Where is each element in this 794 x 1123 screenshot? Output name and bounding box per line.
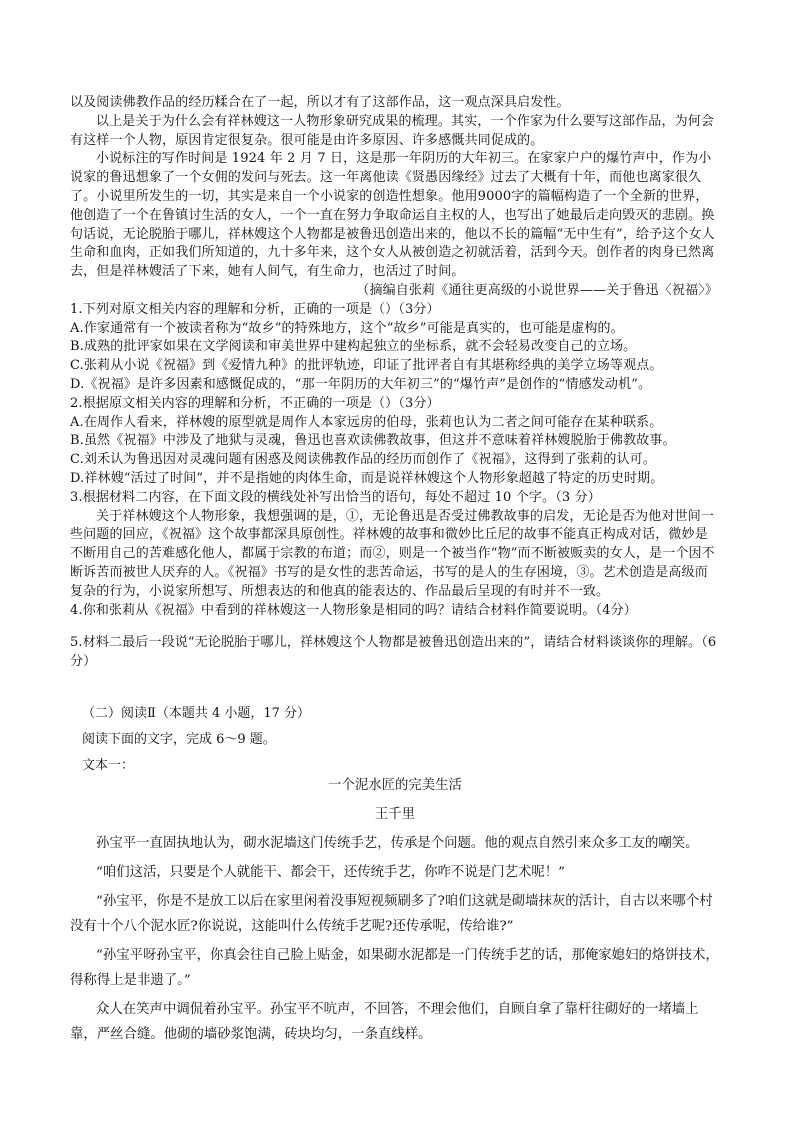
- story-paragraph-2: “咱们这活，只要是个人就能干、都会干，还传统手艺，你咋不说是门艺术呢！”: [96, 865, 565, 880]
- story-paragraph-3: “孙宝平，你是不是放工以后在家里闲着没事短视频刷多了?咱们这就是砌墙抹灰的活计，自古以来哪个村没有十个八个泥水匠?你说说，这能叫什么传统手艺呢?还传承呢，传给谁?”: [70, 894, 713, 934]
- question-2-option-c: C.刘禾认为鲁迅因对灵魂问题有困惑及阅读佛教作品的经历而创作了《祝福》，这得到了张莉的认可。: [70, 452, 657, 468]
- material-paragraph-1: 以上是关于为什么会有祥林嫂这一人物形象研究成果的梳理。其实，一个作家为什么要写这部作品，为何会有这样一个人物，原因肯定很复杂。很可能是由许多原因、许多感慨共同促成的。: [70, 113, 715, 148]
- material-source: （摘编自张莉《通往更高级的小说世界——关于鲁迅〈祝福〉》: [356, 282, 718, 298]
- question-1-option-c: C.张莉从小说《祝福》到《爱情九种》的批评轨迹，印证了批评者自有其堪称经典的美学立场等观点。: [70, 358, 663, 374]
- question-2: 2.根据原文相关内容的理解和分析，不正确的一项是（）（3分）: [70, 395, 440, 411]
- question-1-option-d: D.《祝福》是许多因素和感慨促成的，“那一年阴历的大年初三”的“爆竹声”是创作的“情感发动机”。: [70, 376, 652, 392]
- material-paragraph-0: 以及阅读佛教作品的经历糅合在了一起，所以才有了这部作品，这一观点深具启发性。: [70, 95, 570, 110]
- section-2-instruction: 阅读下面的文字，完成 6～9 题。: [82, 732, 276, 747]
- question-1: 1.下列对原文相关内容的理解和分析，正确的一项是（）（3分）: [70, 301, 440, 317]
- story-paragraph-5: 众人在笑声中调侃着孙宝平。孙宝平不吭声，不回答，不理会他们，自顾自拿了靠杆往砌好的一堵墙上靠，严丝合缝。他砌的墙砂浆饱满，砖块均匀，一条直线样。: [70, 1002, 699, 1042]
- question-2-option-b: B.虽然《祝福》中涉及了地狱与灵魂，鲁迅也喜欢读佛教故事，但这并不意味着祥林嫂脱胎于佛教故事。: [70, 433, 676, 449]
- text-one-label: 文本一：: [82, 758, 135, 773]
- question-3: 3.根据材料二内容，在下面文段的横线处补写出恰当的语句，每处不超过 10 个字。（3 分）: [70, 489, 601, 505]
- question-1-option-b: B.成熟的批评家如果在文学阅读和审美世界中建构起独立的坐标系，就不会轻易改变自己的立场。: [70, 339, 637, 355]
- material-paragraph-2: 小说标注的写作时间是 1924 年 2 月 7 日，这是那一年阴历的大年初三。在家家户户的爆竹声中，作为小说家的鲁迅想象了一个女佣的发问与死去。这一年离他读《贤愚因缘经》过去了大概有十年，而他也离家很久了。小说里所发生的一切，其实是来自一个小说家的创造性想象。他用9000字的篇幅构造了一个全新的世界，他创造了一个在鲁镇讨生活的女人，一个一直在努力争取命运自主权的人，也写出了她最后走向毁灭的悲剧。换句话说，无论脱胎于哪儿，祥林嫂这个人物都是被鲁迅创造出来的，他以不长的篇幅“无中生有”，给予这个女人生命和血肉，正如我们所知道的，九十多年来，这个女人从被创造之初就活着，活到今天。创作者的肉身已然离去，但是祥林嫂活了下来，她有人间气，有生命力，也活过了时间。: [70, 151, 715, 280]
- story-paragraph-4: “孙宝平呀孙宝平，你真会往自己脸上贴金，如果砌水泥都是一门传统手艺的话，那俺家媳妇的烙饼技术，得称得上是非遗了。”: [70, 948, 719, 988]
- story-author: 王千里: [374, 807, 416, 822]
- question-4: 4.你和张莉从《祝福》中看到的祥林嫂这一人物形象是相同的吗？请结合材料作简要说明。（4分）: [70, 602, 637, 618]
- material-section: [70, 94, 718, 672]
- story-paragraph-1: 孙宝平一直固执地认为，砌水泥墙这门传统手艺，传承是个问题。他的观点自然引来众多工友的嘲笑。: [96, 836, 699, 851]
- question-3-passage: 关于祥林嫂这个人物形象，我想强调的是，①，无论鲁迅是否受过佛教故事的启发，无论是否为他对世间一些问题的回应，《祝福》这个故事都深具原创性。祥林嫂的故事和微妙比丘尼的故事不能真正构成对话，微妙是不断用自己的苦难感化他人，都属于宗教的布道；而②，则是一个被当作“物”而不断被贩卖的女人，是一个因不断诉苦而被世人厌弃的人。《祝福》书写的是女性的悲苦命运，书写的是人的生存困境，③。艺术创造是高级而复杂的行为，小说家所想写、所想表达的和他真的能表达的、作品最后呈现的有时并不一致。: [70, 508, 715, 599]
- question-1-option-a: A.作家通常有一个被读者称为“故乡”的特殊地方，这个“故乡”可能是真实的，也可能是虚构的。: [70, 320, 624, 336]
- story-title: 一个泥水匠的完美生活: [328, 778, 462, 793]
- answer-space: [70, 620, 718, 634]
- question-2-option-a: A.在周作人看来，祥林嫂的原型就是周作人本家远房的伯母，张莉也认为二者之间可能存在某种联系。: [70, 414, 663, 430]
- story-text: [70, 773, 720, 1051]
- section-2-heading: （二）阅读Ⅱ（本题共 4 小题，17 分）: [82, 706, 311, 721]
- question-2-option-d: D.祥林嫂“活过了时间”，并不是指她的肉体生命，而是说祥林嫂这个人物形象超越了特定的历史时期。: [70, 470, 664, 486]
- question-5: 5.材料二最后一段说“无论脱胎于哪儿，祥林嫂这个人物都是被鲁迅创造出来的”，请结合材料谈谈你的理解。（6分）: [70, 635, 717, 670]
- reading-section-2: [70, 704, 720, 776]
